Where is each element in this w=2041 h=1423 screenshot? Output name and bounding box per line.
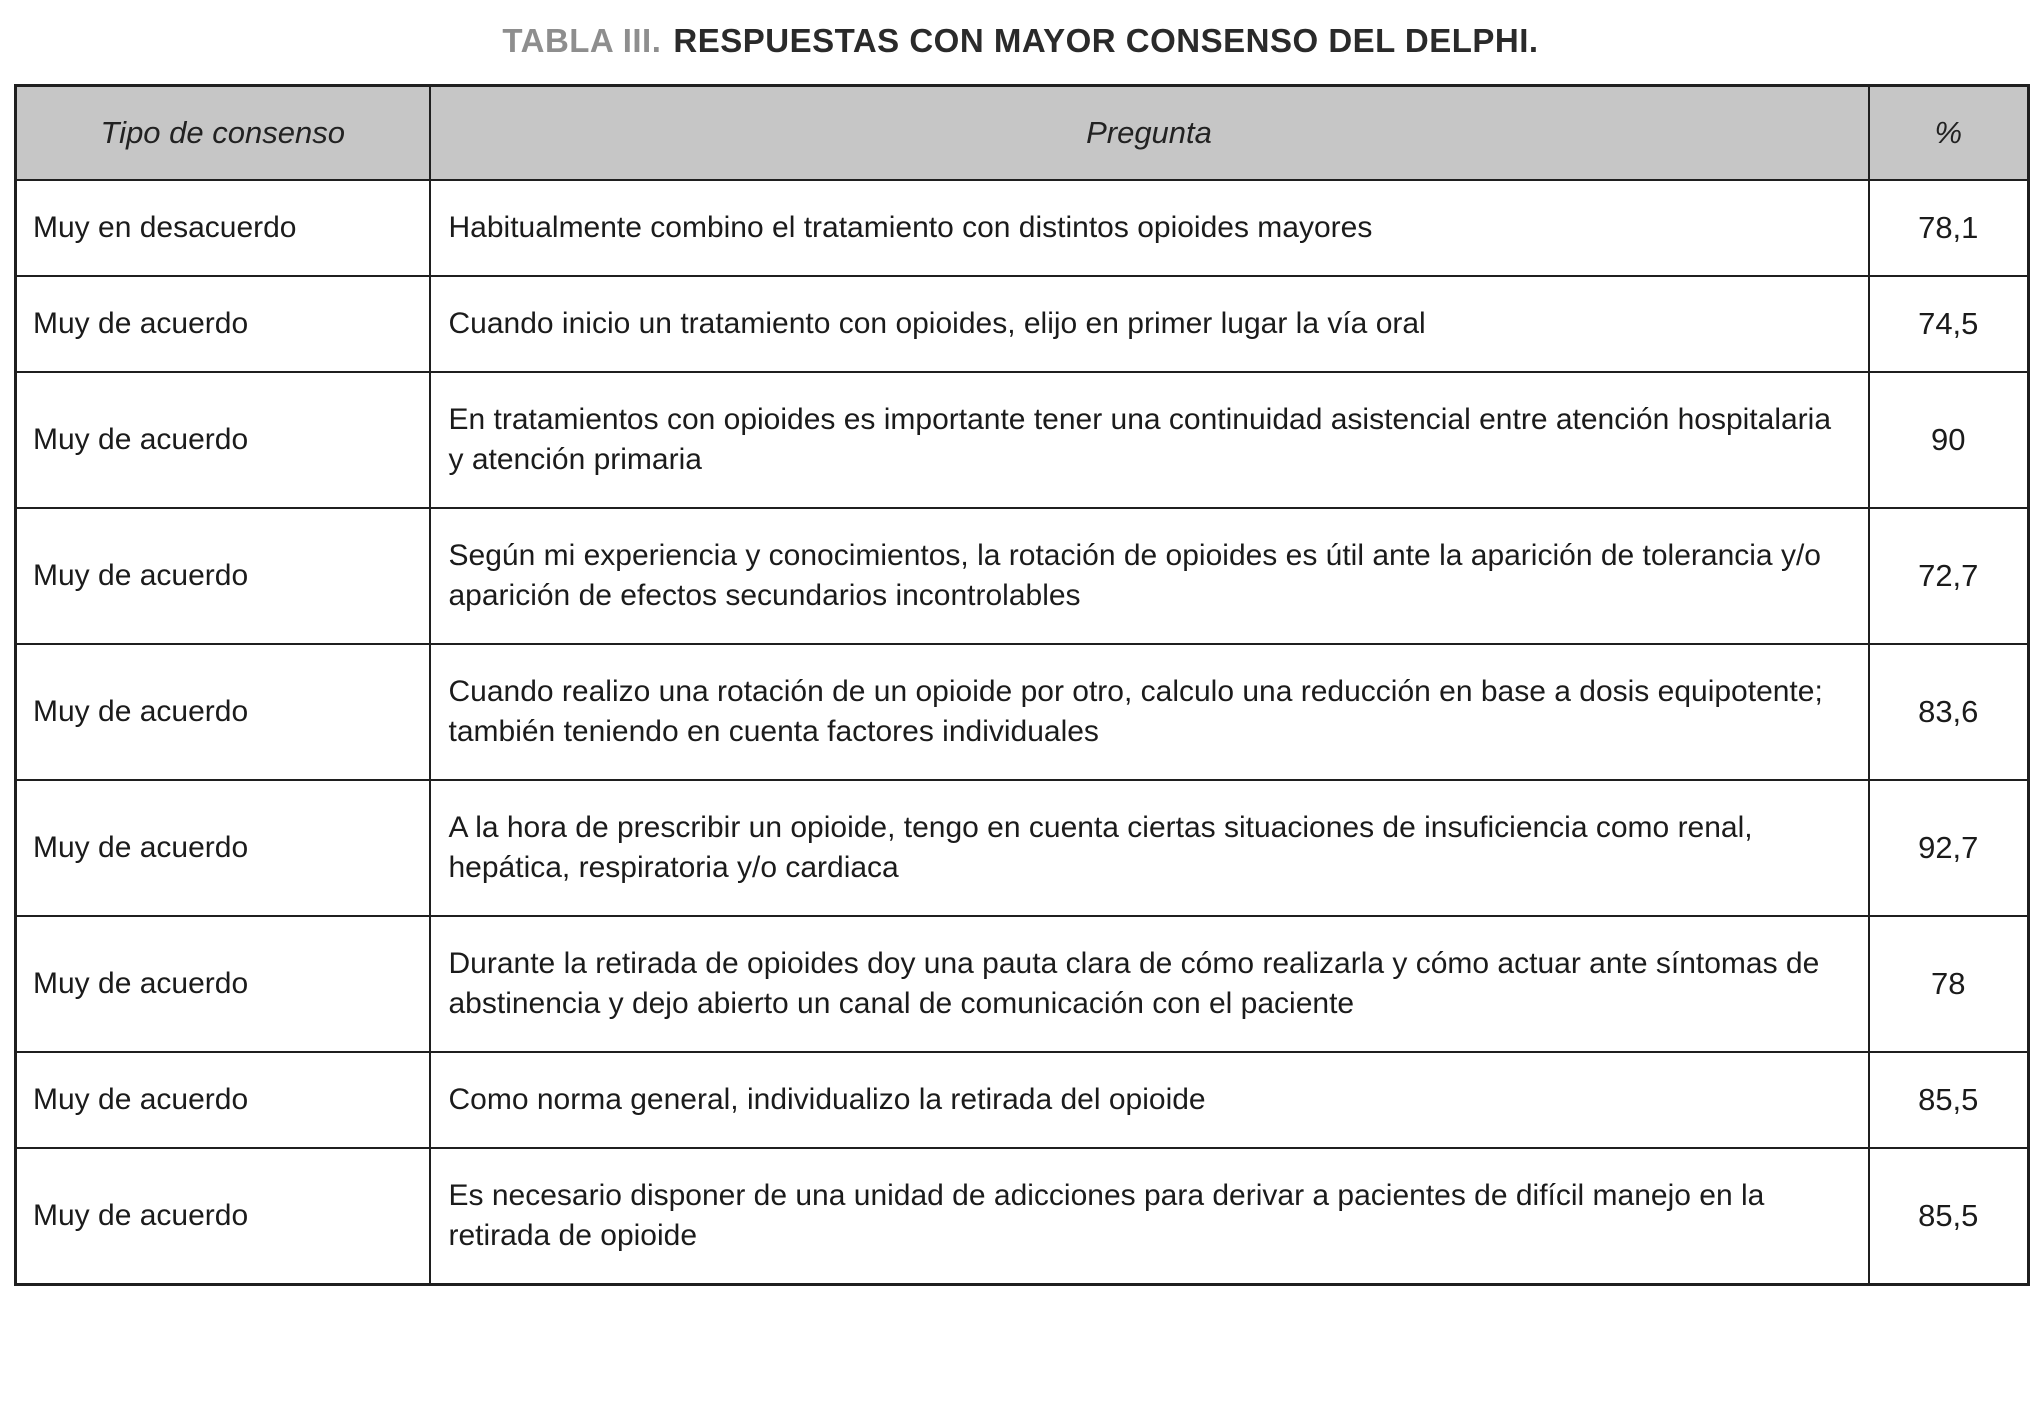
percent-cell: 78,1 [1869,180,2029,276]
table-row [16,508,2029,644]
table-title [14,22,2027,60]
table-row [16,276,2029,372]
pregunta-cell: Como norma general, individualizo la retirada del opioide [430,1052,1869,1148]
consenso-cell: Muy de acuerdo [16,372,430,508]
pregunta-cell: A la hora de prescribir un opioide, tengo en cuenta ciertas situaciones de insuficiencia como renal, hepática, respiratoria y/o cardiaca [430,780,1869,916]
header-cell-percent: % [1869,86,2029,181]
table-row [16,780,2029,916]
consenso-cell: Muy de acuerdo [16,1148,430,1285]
consenso-cell: Muy de acuerdo [16,916,430,1052]
percent-cell: 90 [1869,372,2029,508]
percent-cell: 72,7 [1869,508,2029,644]
table-row [16,644,2029,780]
table-title-text: RESPUESTAS CON MAYOR CONSENSO DEL DELPHI. [673,22,1539,59]
percent-cell: 92,7 [1869,780,2029,916]
percent-cell: 74,5 [1869,276,2029,372]
pregunta-cell: En tratamientos con opioides es importante tener una continuidad asistencial entre atención hospitalaria y atención primaria [430,372,1869,508]
pregunta-cell: Habitualmente combino el tratamiento con distintos opioides mayores [430,180,1869,276]
table-row [16,180,2029,276]
pregunta-cell: Cuando realizo una rotación de un opioide por otro, calculo una reducción en base a dosis equipotente; también teniendo en cuenta factores individuales [430,644,1869,780]
percent-cell: 85,5 [1869,1052,2029,1148]
consenso-cell: Muy de acuerdo [16,276,430,372]
table-row [16,1148,2029,1285]
pregunta-cell: Cuando inicio un tratamiento con opioides, elijo en primer lugar la vía oral [430,276,1869,372]
header-cell-consenso: Tipo de consenso [16,86,430,181]
consenso-cell: Muy en desacuerdo [16,180,430,276]
percent-cell: 83,6 [1869,644,2029,780]
header-cell-pregunta: Pregunta [430,86,1869,181]
percent-cell: 85,5 [1869,1148,2029,1285]
table-row [16,1052,2029,1148]
consenso-cell: Muy de acuerdo [16,508,430,644]
consenso-cell: Muy de acuerdo [16,1052,430,1148]
table-header-row [16,86,2029,181]
table-title-label: TABLA III. [502,22,662,59]
consenso-cell: Muy de acuerdo [16,644,430,780]
pregunta-cell: Según mi experiencia y conocimientos, la rotación de opioides es útil ante la aparición de tolerancia y/o aparición de efectos secundarios incontrolables [430,508,1869,644]
table-row [16,372,2029,508]
percent-cell: 78 [1869,916,2029,1052]
consensus-table [14,84,2030,1286]
consenso-cell: Muy de acuerdo [16,780,430,916]
pregunta-cell: Es necesario disponer de una unidad de adicciones para derivar a pacientes de difícil manejo en la retirada de opioide [430,1148,1869,1285]
pregunta-cell: Durante la retirada de opioides doy una pauta clara de cómo realizarla y cómo actuar ante síntomas de abstinencia y dejo abierto un canal de comunicación con el paciente [430,916,1869,1052]
table-row [16,916,2029,1052]
